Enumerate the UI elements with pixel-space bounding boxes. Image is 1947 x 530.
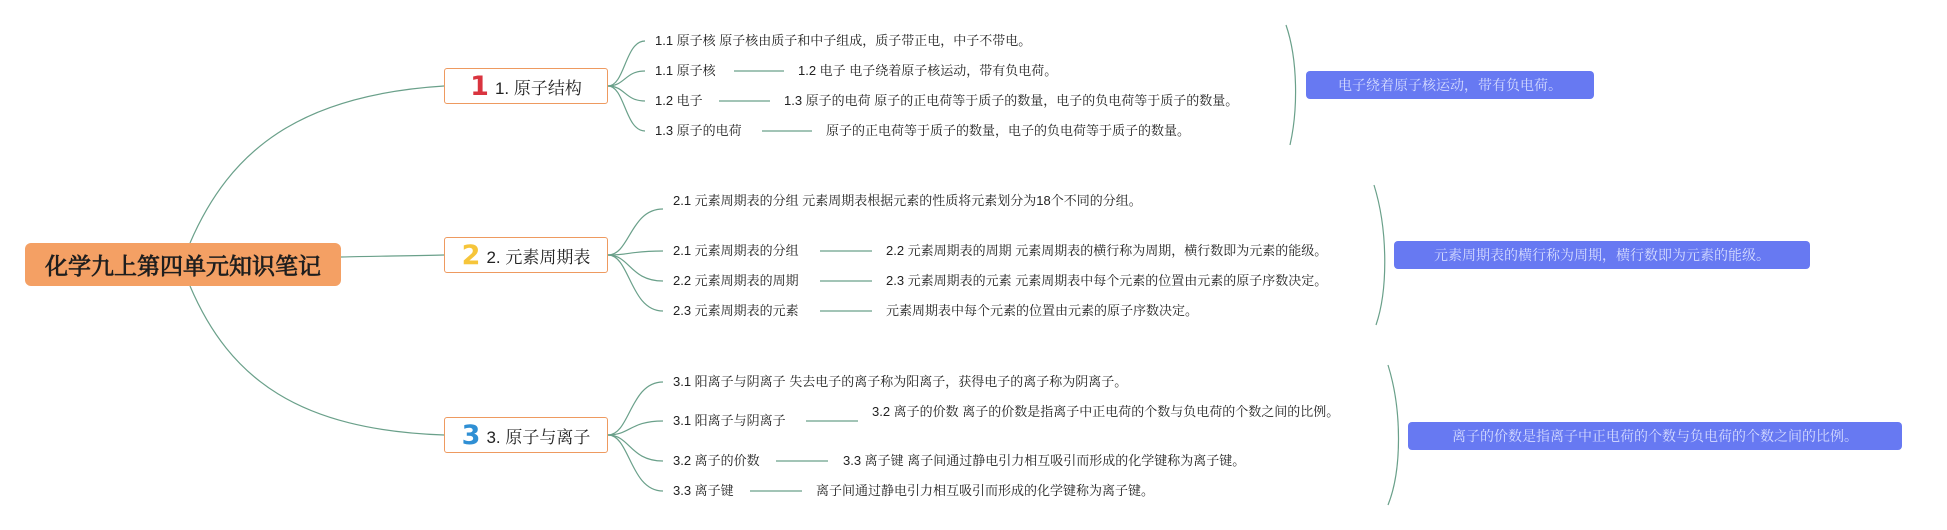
- leaf-subtopic[interactable]: 3.2 离子的价数 离子的价数是指离子中正电荷的个数与负电荷的个数之间的比例。: [872, 404, 1340, 419]
- leaf-topic[interactable]: 3.3 离子键: [673, 483, 734, 498]
- root-topic[interactable]: 化学九上第四单元知识笔记: [25, 243, 341, 286]
- leaf-subtopic[interactable]: 1.3 原子的电荷 原子的正电荷等于质子的数量，电子的负电荷等于质子的数量。: [784, 93, 1239, 108]
- summary-note-1[interactable]: 电子绕着原子核运动，带有负电荷。: [1306, 71, 1594, 99]
- leaf-topic[interactable]: 2.3 元素周期表的元素: [673, 303, 799, 318]
- summary-note-2[interactable]: 元素周期表的横行称为周期，横行数即为元素的能级。: [1394, 241, 1810, 269]
- leaf-topic[interactable]: 2.1 元素周期表的分组 元素周期表根据元素的性质将元素划分为18个不同的分组。: [673, 193, 1142, 208]
- summary-bracket-3: [1388, 365, 1399, 505]
- number-3-icon: 3: [461, 419, 481, 451]
- leaf-subtopic[interactable]: 离子间通过静电引力相互吸引而形成的化学键称为离子键。: [816, 483, 1155, 498]
- number-1-icon: 1: [470, 70, 489, 102]
- root-link-1: [190, 86, 444, 243]
- leaf-topic[interactable]: 1.1 原子核 原子核由质子和中子组成，质子带正电，中子不带电。: [655, 33, 1032, 48]
- root-link-2: [341, 255, 444, 257]
- branch-label: 2. 元素周期表: [486, 247, 591, 267]
- branch-label: 3. 原子与离子: [486, 427, 591, 447]
- leaf-topic[interactable]: 1.2 电子: [655, 93, 703, 108]
- leaf-topic[interactable]: 1.3 原子的电荷: [655, 123, 742, 138]
- summary-bracket-1: [1286, 25, 1296, 145]
- branch-topic-3[interactable]: [444, 417, 608, 453]
- leaf-subtopic[interactable]: 2.2 元素周期表的周期 元素周期表的横行称为周期，横行数即为元素的能级。: [886, 243, 1328, 258]
- leaf-topic[interactable]: 1.1 原子核: [655, 63, 716, 78]
- leaf-subtopic[interactable]: 原子的正电荷等于质子的数量，电子的负电荷等于质子的数量。: [826, 123, 1191, 138]
- leaf-subtopic[interactable]: 3.3 离子键 离子间通过静电引力相互吸引而形成的化学键称为离子键。: [843, 453, 1246, 468]
- leaf-subtopic[interactable]: 2.3 元素周期表的元素 元素周期表中每个元素的位置由元素的原子序数决定。: [886, 273, 1328, 288]
- leaf-subtopic[interactable]: 1.2 电子 电子绕着原子核运动，带有负电荷。: [798, 63, 1058, 78]
- branch-topic-1[interactable]: [444, 68, 608, 104]
- root-link-3: [190, 286, 444, 435]
- leaf-topic[interactable]: 2.1 元素周期表的分组: [673, 243, 799, 258]
- leaf-subtopic[interactable]: 元素周期表中每个元素的位置由元素的原子序数决定。: [886, 303, 1199, 318]
- leaf-topic[interactable]: 3.2 离子的价数: [673, 453, 760, 468]
- number-2-icon: 2: [461, 239, 481, 271]
- leaf-topic[interactable]: 2.2 元素周期表的周期: [673, 273, 799, 288]
- summary-bracket-2: [1374, 185, 1385, 325]
- branch-label: 1. 原子结构: [494, 78, 582, 98]
- leaf-topic[interactable]: 3.1 阳离子与阴离子 失去电子的离子称为阳离子，获得电子的离子称为阴离子。: [673, 374, 1128, 389]
- leaf-topic[interactable]: 3.1 阳离子与阴离子: [673, 413, 786, 428]
- branch-topic-2[interactable]: [444, 237, 608, 273]
- summary-note-3[interactable]: 离子的价数是指离子中正电荷的个数与负电荷的个数之间的比例。: [1408, 422, 1902, 450]
